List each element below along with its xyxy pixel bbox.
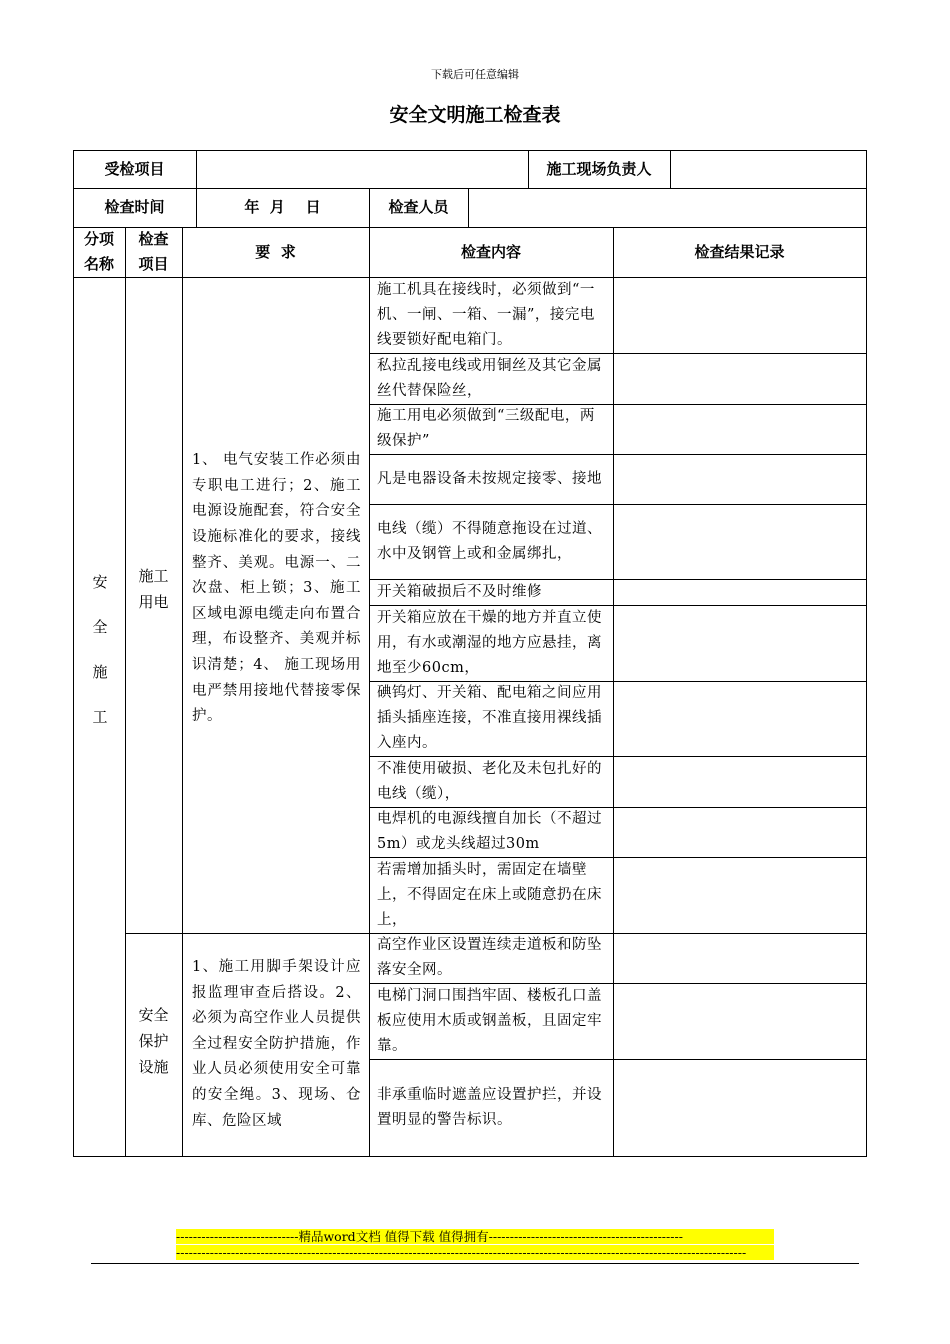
check-result-field[interactable] xyxy=(613,807,866,857)
column-header-result: 检查结果记录 xyxy=(694,242,785,261)
check-result-field[interactable] xyxy=(613,857,866,933)
column-header-requirement: 要 求 xyxy=(255,242,296,261)
check-result-field[interactable] xyxy=(613,933,866,983)
check-content-item: 若需增加插头时，需固定在墙壁上，不得固定在床上或随意扔在床上， xyxy=(377,861,602,928)
check-result-field[interactable] xyxy=(613,681,866,756)
check-result-field[interactable] xyxy=(613,756,866,807)
check-content-item: 非承重临时遮盖应设置护拦，并设置明显的警告标识。 xyxy=(377,1086,602,1128)
check-result-field[interactable] xyxy=(613,504,866,579)
document-title: 安全文明施工检查表 xyxy=(389,104,561,126)
inspection-time-label: 检查时间 xyxy=(104,198,165,216)
section-item-name: 安全 保护 设施 xyxy=(138,1005,169,1076)
check-result-field[interactable] xyxy=(613,579,866,605)
check-result-field[interactable] xyxy=(613,605,866,681)
inspector-field[interactable] xyxy=(468,188,866,227)
header-note: 下载后可任意编辑 xyxy=(431,68,519,81)
site-manager-label: 施工现场负责人 xyxy=(546,159,652,178)
check-result-field[interactable] xyxy=(613,353,866,404)
footer-line-1: -----------------------------精品word文档 值得下载 值得拥有---------------------------------------------- xyxy=(176,1229,774,1244)
category-name: 安全施工 xyxy=(90,573,109,754)
inspected-project-field[interactable] xyxy=(196,150,528,188)
inspector-label: 检查人员 xyxy=(388,198,449,216)
column-header-content: 检查内容 xyxy=(460,242,521,261)
footer-rule xyxy=(91,1263,859,1264)
inspection-date-field[interactable]: 年 月 日 xyxy=(244,198,321,216)
check-content-item: 开关箱应放在干燥的地方并直立使用，有水或潮湿的地方应悬挂，离地至少60cm， xyxy=(377,609,602,676)
check-content-item: 高空作业区设置连续走道板和防坠落安全网。 xyxy=(377,937,602,978)
table-rule xyxy=(866,150,867,1157)
check-result-field[interactable] xyxy=(613,404,866,454)
site-manager-field[interactable] xyxy=(670,150,866,188)
check-result-field[interactable] xyxy=(613,454,866,504)
footer-line-2: --------------------------------------------------------------------------------------------------------------------------------------- xyxy=(176,1245,774,1260)
check-content-item: 不准使用破损、老化及未包扎好的电线（缆）， xyxy=(377,760,602,802)
check-result-field[interactable] xyxy=(613,983,866,1059)
check-result-field[interactable] xyxy=(613,277,866,353)
section-requirement-text: 1、 电气安装工作必须由专职电工进行；2、施工电源设施配套，符合安全设施标准化的要求，接线整齐、美观。电源一、二次盘、柜上锁；3、施工区域电源电缆走向布置合理，布设整齐、美观并标识清楚；4、 施工现场用电严禁用接地代替接零保护。 xyxy=(192,452,361,725)
section-requirement-text: 1、施工用脚手架设计应报监理审查后搭设。2、必须为高空作业人员提供全过程安全防护措施，作业人员必须使用安全可靠的安全绳。3、现场、仓库、危险区域 xyxy=(192,959,361,1129)
section-item-name: 施工 用电 xyxy=(138,567,169,611)
column-header-category: 分项 名称 xyxy=(83,230,114,273)
column-header-item: 检查 项目 xyxy=(138,230,169,273)
table-rule xyxy=(73,1156,867,1157)
check-content-item: 开关箱破损后不及时维修 xyxy=(377,583,542,600)
check-content-item: 电焊机的电源线擅自加长（不超过5m）或龙头线超过30m xyxy=(377,811,602,852)
check-content-item: 碘钨灯、开关箱、配电箱之间应用插头插座连接，不准直接用裸线插入座内。 xyxy=(377,685,602,751)
inspected-project-label: 受检项目 xyxy=(104,159,165,178)
check-content-item: 电梯门洞口围挡牢固、楼板孔口盖板应使用木质或钢盖板，且固定牢靠。 xyxy=(377,987,602,1054)
check-content-item: 私拉乱接电线或用铜丝及其它金属丝代替保险丝， xyxy=(377,357,602,399)
check-content-item: 施工用电必须做到“三级配电，两级保护” xyxy=(377,408,595,449)
check-content-item: 凡是电器设备未按规定接零、接地 xyxy=(377,470,602,487)
check-content-item: 电线（缆）不得随意拖设在过道、水中及钢管上或和金属绑扎， xyxy=(377,520,602,562)
check-result-field[interactable] xyxy=(613,1059,866,1156)
category-name-cell xyxy=(73,277,125,1156)
check-content-item: 施工机具在接线时，必须做到“一机、一闸、一箱、一漏”，接完电线要锁好配电箱门。 xyxy=(377,281,595,348)
